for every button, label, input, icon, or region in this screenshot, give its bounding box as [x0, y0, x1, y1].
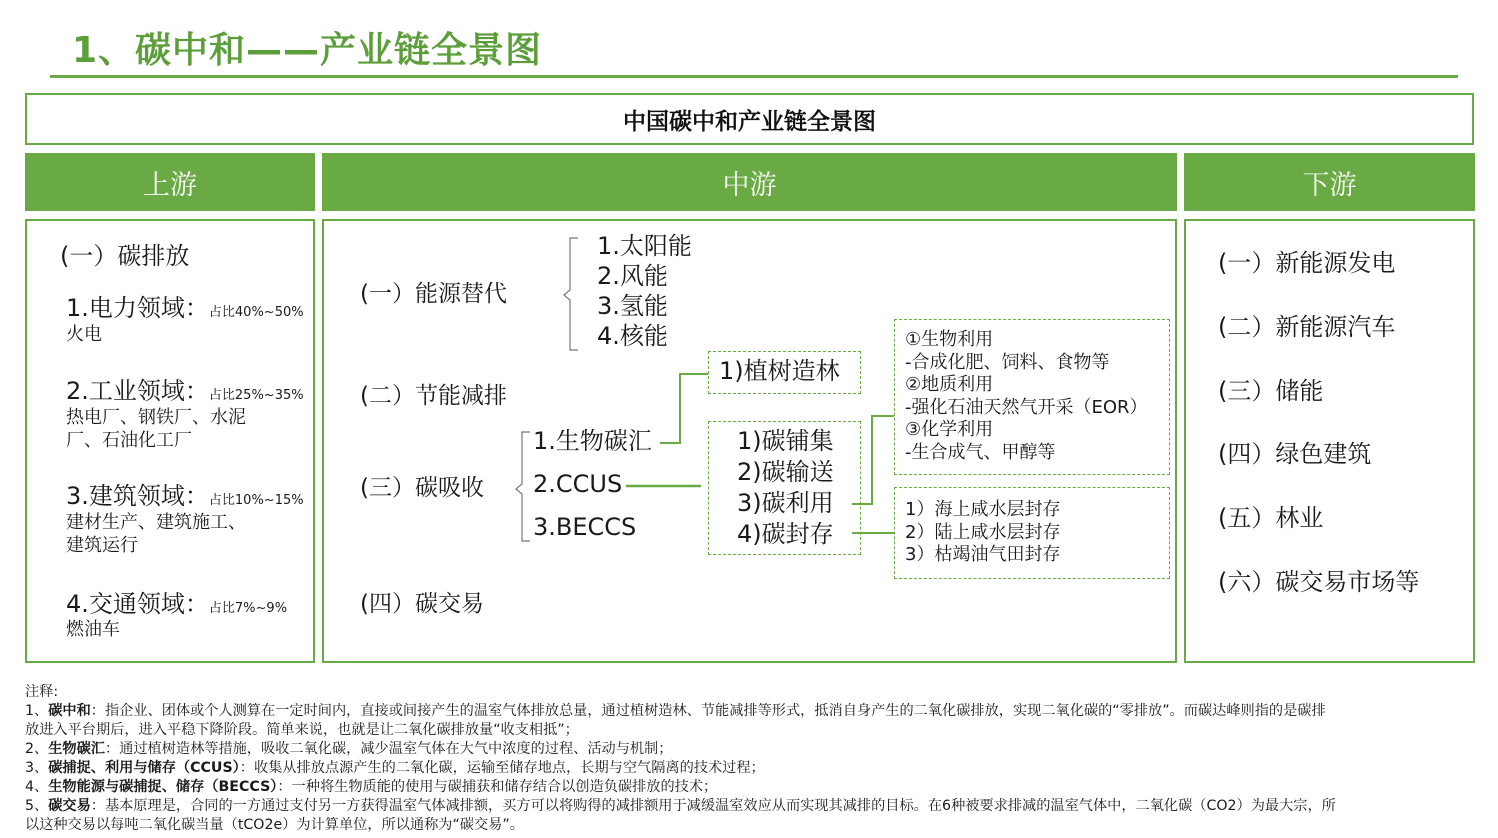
sector-building: [66, 483, 304, 511]
ccus-step: 4)碳封存: [737, 520, 834, 548]
note-item: 1、碳中和：指企业、团体或个人测算在一定时间内，直接或间接产生的温室气体排放总量，通过植树造林、节能减排等形式，抵消自身产生的二氧化碳排放，实现二氧化碳的“零排放”。而碳达峰则指的是碳排: [25, 703, 1326, 719]
notes-header: 注释:: [25, 684, 59, 700]
sector-desc: 建材生产、建筑施工、: [66, 512, 246, 533]
header-upstream: 上游: [25, 153, 315, 211]
note-item-cont: 以这种交易以每吨二氧化碳当量（tCO2e）为计算单位，所以通称为“碳交易”。: [25, 817, 524, 833]
sector-name: 1.电力领域：: [66, 294, 209, 322]
utilization-line: -强化石油天然气开采（EOR）: [905, 397, 1148, 418]
sector-desc: 火电: [66, 324, 102, 345]
absorption-item: 1.生物碳汇: [533, 427, 652, 455]
energy-item: 1.太阳能: [597, 232, 692, 260]
sector-name: 3.建筑领域：: [66, 482, 209, 510]
storage-line: 2）陆上咸水层封存: [905, 522, 1061, 543]
downstream-item: (一）新能源发电: [1218, 249, 1396, 277]
sector-share: 占比10%~15%: [208, 493, 304, 508]
utilization-line: ②地质利用: [905, 374, 994, 395]
sector-industry: [66, 378, 304, 406]
diagram-title: 中国碳中和产业链全景图: [25, 93, 1474, 145]
sector-share: 占比40%~50%: [208, 305, 304, 320]
carbon-absorption-label: (三）碳吸收: [360, 475, 484, 501]
utilization-line: ③化学利用: [905, 419, 994, 440]
sector-transport: [66, 591, 287, 619]
sector-power: [66, 295, 304, 323]
energy-substitution-label: (一）能源替代: [360, 281, 507, 307]
sector-name: 2.工业领域：: [66, 377, 209, 405]
carbon-utilization-box: [894, 319, 1170, 475]
utilization-line: -生合成气、甲醇等: [905, 442, 1056, 463]
energy-saving-label: (二）节能减排: [360, 383, 507, 409]
downstream-item: (五）林业: [1218, 504, 1324, 532]
energy-item: 2.风能: [597, 262, 668, 290]
carbon-trading-label: (四）碳交易: [360, 591, 484, 617]
sector-name: 4.交通领域：: [66, 590, 209, 618]
sector-share: 占比25%~35%: [208, 388, 304, 403]
note-item: 3、碳捕捉、利用与储存（CCUS）：收集从排放点源产生的二氧化碳，运输至储存地点，长期与空气隔离的技术过程；: [25, 760, 765, 776]
downstream-item: (六）碳交易市场等: [1218, 568, 1420, 596]
downstream-item: (三）储能: [1218, 377, 1324, 405]
sector-desc: 建筑运行: [66, 535, 138, 556]
storage-line: 3）枯竭油气田封存: [905, 544, 1061, 565]
absorption-item: 2.CCUS: [533, 470, 623, 498]
header-downstream: 下游: [1184, 153, 1475, 211]
note-item: 2、生物碳汇：通过植树造林等措施，吸收二氧化碳，减少温室气体在大气中浓度的过程、活动与机制；: [25, 741, 673, 757]
slide-title: 1、碳中和——产业链全景图: [72, 30, 543, 71]
ccus-step: 2)碳输送: [737, 458, 834, 486]
note-item: 5、碳交易：基本原理是，合同的一方通过支付另一方获得温室气体减排额，买方可以将购得的减排额用于减缓温室效应从而实现其减排的目标。在6种被要求排减的温室气体中，二氧化碳（CO2）为最大宗，所: [25, 798, 1336, 814]
ccus-step: 1)碳铺集: [737, 427, 834, 455]
afforestation-box: [708, 351, 861, 394]
ccus-step: 3)碳利用: [737, 489, 834, 517]
notes-section: [25, 683, 1485, 835]
note-item-cont: 放进入平台期后，进入平稳下降阶段。简单来说，也就是让二氧化碳排放量“收支相抵”；: [25, 722, 579, 738]
upstream-heading: (一）碳排放: [60, 242, 190, 270]
utilization-line: -合成化肥、饲料、食物等: [905, 352, 1110, 373]
note-item: 4、生物能源与碳捕捉、储存（BECCS）：一种将生物质能的使用与碳捕获和储存结合以创造负碳排放的技术；: [25, 779, 718, 795]
downstream-item: (二）新能源汽车: [1218, 313, 1396, 341]
sector-desc: 热电厂、钢铁厂、水泥: [66, 407, 246, 428]
sector-share: 占比7%~9%: [208, 601, 288, 616]
energy-item: 4.核能: [597, 322, 668, 350]
storage-line: 1）海上咸水层封存: [905, 499, 1061, 520]
ccus-steps-box: [708, 421, 861, 555]
absorption-item: 3.BECCS: [533, 513, 637, 541]
sector-desc: 燃油车: [66, 619, 120, 640]
sector-desc: 厂、石油化工厂: [66, 430, 192, 451]
energy-item: 3.氢能: [597, 292, 668, 320]
header-midstream: 中游: [322, 153, 1177, 211]
carbon-storage-box: [894, 487, 1170, 579]
utilization-line: ①生物利用: [905, 329, 994, 350]
afforestation-label: 1)植树造林: [719, 357, 840, 385]
downstream-item: (四）绿色建筑: [1218, 440, 1372, 468]
